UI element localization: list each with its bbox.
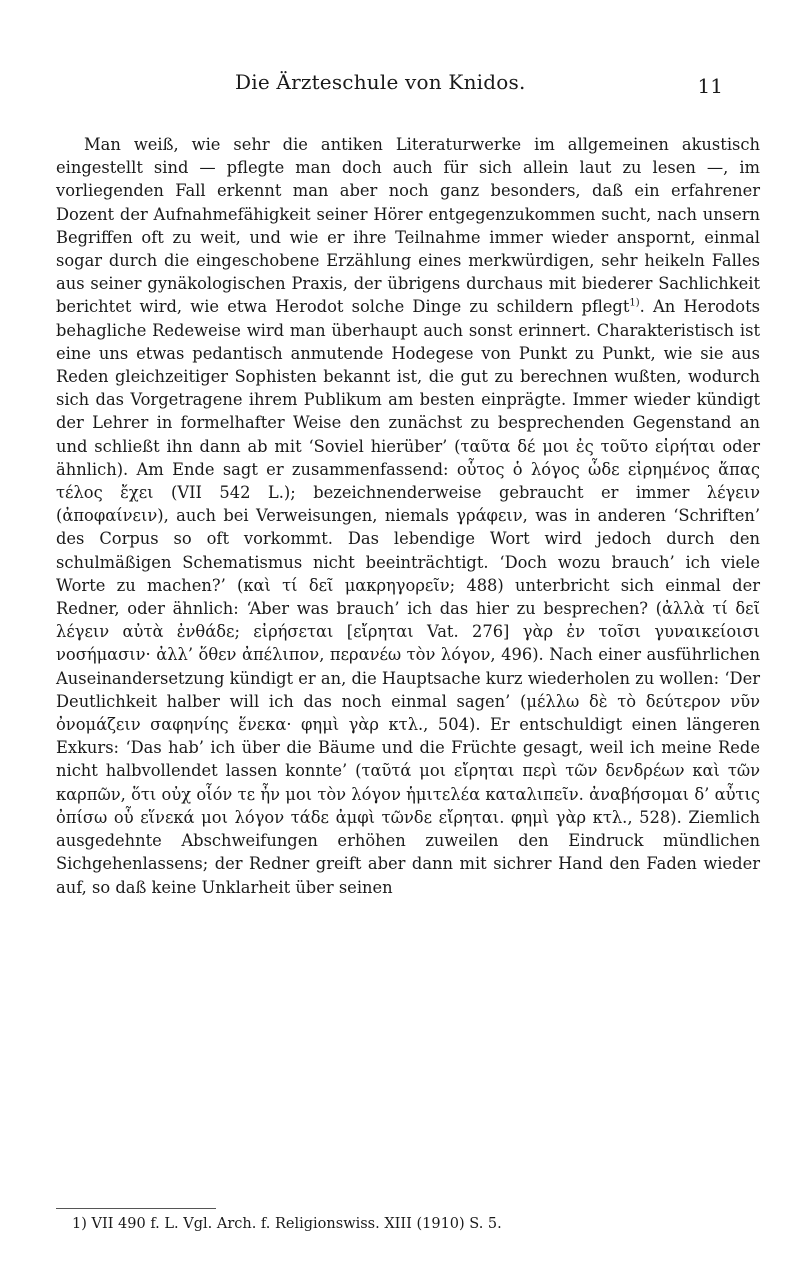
footnote	[72, 1214, 762, 1234]
running-title: Die Ärzteschule von Knidos.	[235, 70, 526, 94]
paragraph-text-part-2: . An Herodots behagliche Redeweise wird man überhaupt auch sonst erinnert. Charakteristisch ist eine uns etwas pedantisch anmutende Hodegese von Punkt zu Punkt, wie sie aus Reden gleichzeitiger Sophisten bekannt ist, die gut zu berechnen wußten, wodurch sich das Vorgetragene ihrem Publikum am besten einprägte. Immer wieder kündigt der Lehrer in formelhafter Weise den zunächst zu besprechenden Gegenstand an und schließt ihn dann ab mit ‘Soviel hierüber’ (ταῦτα δέ μοι ἐς τοῦτο εἰρήται oder ähnlich). Am Ende sagt er zusammenfassend: οὗτος ὁ λόγος ὧδε εἰρημένος ἅπας τέλος ἔχει (VII 542 L.); bezeichnenderweise gebraucht er immer λέγειν (ἀποφαίνειν), auch bei Verweisungen, niemals γράφειν, was in anderen ‘Schriften’ des Corpus so oft vorkommt. Das lebendige Wort wird jedoch durch den schulmäßigen Schematismus nicht beeinträchtigt. ‘Doch wozu brauch’ ich viele Worte zu machen?’ (καὶ τί δεῖ μακρηγορεῖν; 488) unterbricht sich einmal der Redner, oder ähnlich: ‘Aber was brauch’ ich das hier zu besprechen? (ἀλλὰ τί δεῖ λέγειν αὐτὰ ἐνθάδε; εἰρήσεται [εἴρηται Vat. 276] γὰρ ἐν τοῖσι γυναικείοισι νοσήμασιν· ἀλλ’ ὅθεν ἀπέλιπον, περανέω τὸν λόγον, 496). Nach einer ausführlichen Auseinandersetzung kündigt er an, die Hauptsache kurz wiederholen zu wollen: ‘Der Deutlichkeit halber will ich das noch einmal sagen’ (μέλλω δὲ τὸ δεύτερον νῦν ὀνομάζειν σαφηνίης ἕνεκα· φημὶ γὰρ κτλ., 504). Er entschuldigt einen längeren Exkurs: ‘Das hab’ ich über die Bäume und die Früchte gesagt, weil ich meine Rede nicht halbvollendet lassen konnte’ (ταῦτά μοι εἴρηται περὶ τῶν δενδρέων καὶ τῶν καρπῶν, ὅτι οὐχ οἷόν τε ἦν μοι τὸν λόγον ἡμιτελέα καταλιπεῖν. ἀναβήσομαι δ’ αὖτις ὀπίσω οὗ εἵνεκά μοι λόγον τάδε ἀμφὶ τῶνδε εἴρηται. φημὶ γὰρ κτλ., 528). Ziemlich ausgedehnte Abschweifungen erhöhen zuweilen den Eindruck mündlichen Sichgehenlassens; der Redner greift aber dann mit sichrer Hand den Faden wieder auf, so daß keine Unklarheit über seinen	[56, 297, 761, 897]
body-text	[56, 133, 760, 899]
page-number: 11	[697, 74, 723, 98]
paragraph-text-part-1: Man weiß, wie sehr die antiken Literaturwerke im allgemeinen akustisch eingestellt sind — pflegte man doch auch für sich allein laut zu lesen —, im vorliegenden Fall erkennt man aber noch ganz besonders, daß ein erfahrener Dozent der Aufnahmefähigkeit seiner Hörer entgegenzukommen sucht, nach unsern Begriffen oft zu weit, und wie er ihre Teilnahme immer wieder anspornt, einmal sogar durch die eingeschobene Erzählung eines merkwürdigen, sehr heikeln Falles aus seiner gynäkologischen Praxis, der übrigens durchaus mit biederer Sachlichkeit berichtet wird, wie etwa Herodot solche Dinge zu schildern pflegt	[56, 135, 760, 317]
footnote-text: VII 490 f. L. Vgl. Arch. f. Religionswiss. XIII (1910) S. 5.	[91, 1216, 502, 1232]
footnote-marker: 1)	[72, 1216, 87, 1232]
running-head	[0, 70, 801, 100]
main-paragraph	[56, 133, 760, 899]
footnote-divider	[56, 1208, 216, 1209]
footnote-reference: 1)	[629, 298, 640, 309]
